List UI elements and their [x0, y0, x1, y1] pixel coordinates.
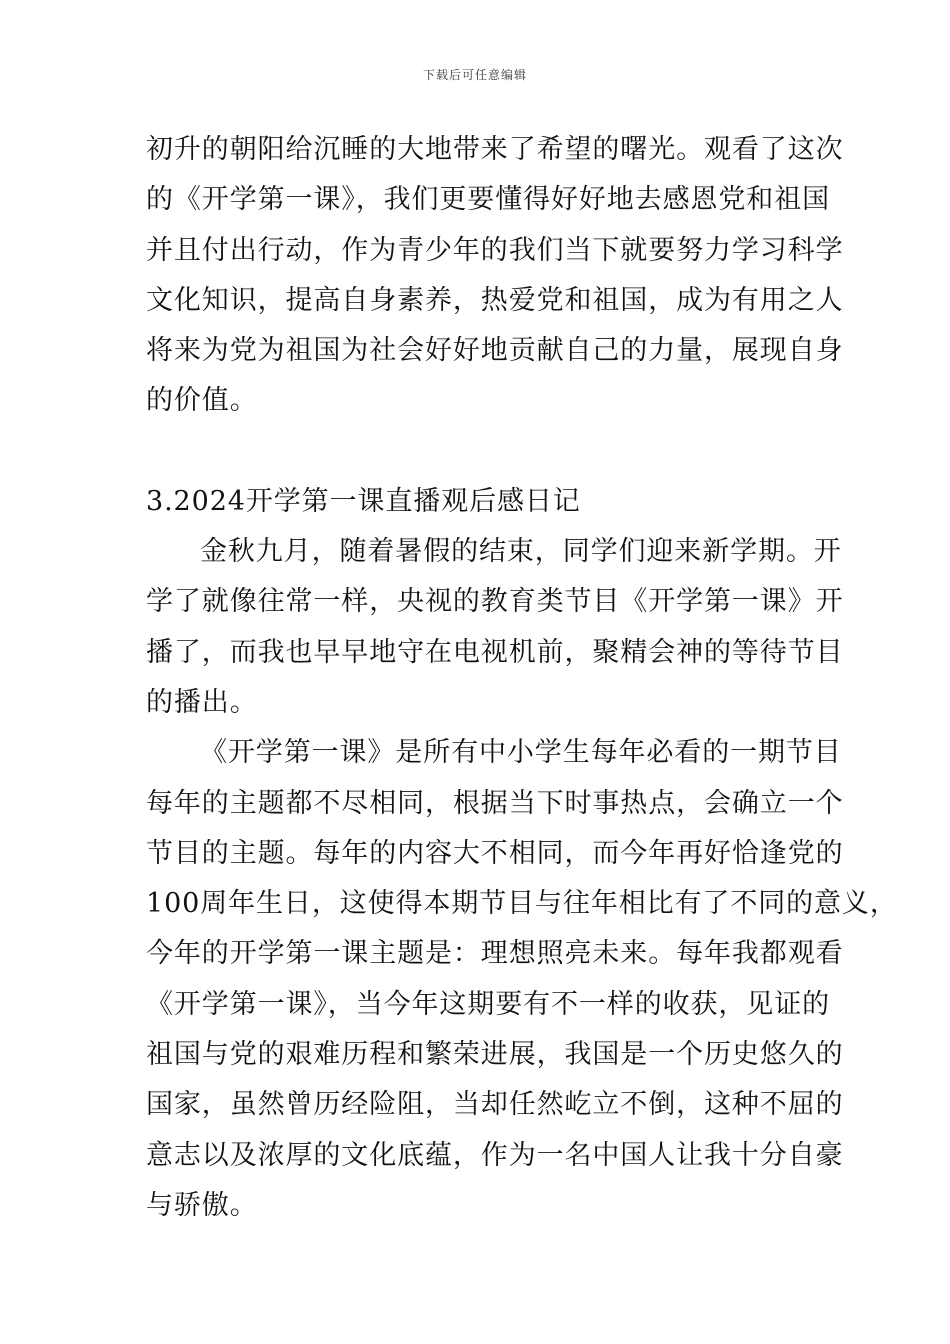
text-line: 的价值。: [146, 385, 258, 417]
text-line: 学了就像往常一样，央视的教育类节目《开学第一课》开: [146, 586, 844, 618]
text-line: 的《开学第一课》，我们更要懂得好好地去感恩党和祖国: [146, 184, 830, 216]
text-line: 每年的主题都不尽相同，根据当下时事热点，会确立一个: [146, 787, 844, 819]
text-line: 将来为党为祖国为社会好好地贡献自己的力量，展现自身: [146, 335, 844, 367]
text-line: 金秋九月，随着暑假的结束，同学们迎来新学期。开: [200, 536, 842, 568]
text-line: 100周年生日，这使得本期节目与往年相比有了不同的意义，: [146, 888, 898, 920]
text-line: 今年的开学第一课主题是：理想照亮未来。每年我都观看: [146, 938, 844, 970]
text-line: 与骄傲。: [146, 1189, 258, 1221]
text-line: 播了，而我也早早地守在电视机前，聚精会神的等待节目: [146, 636, 844, 668]
text-line: 的播出。: [146, 686, 258, 718]
document-body: [146, 125, 898, 1231]
paragraph-3: [146, 728, 898, 1231]
text-line: 《开学第一课》是所有中小学生每年必看的一期节目: [200, 737, 842, 769]
text-line: 《开学第一课》，当今年这期要有不一样的收获，见证的: [146, 988, 830, 1020]
text-line: 意志以及浓厚的文化底蕴，作为一名中国人让我十分自豪: [146, 1139, 844, 1171]
text-line: 并且付出行动，作为青少年的我们当下就要努力学习科学: [146, 234, 844, 266]
text-line: 初升的朝阳给沉睡的大地带来了希望的曙光。观看了这次: [146, 134, 844, 165]
text-line: 文化知识，提高自身素养，热爱党和祖国，成为有用之人: [146, 284, 844, 316]
paragraph-1: [146, 125, 844, 427]
paragraph-spacer: [146, 427, 816, 477]
text-line: 节目的主题。每年的内容大不相同，而今年再好恰逢党的: [146, 837, 844, 869]
text-line: 国家，虽然曾历经险阻，当却任然屹立不倒，这种不屈的: [146, 1089, 844, 1121]
section-heading: 3.2024开学第一课直播观后感日记: [146, 485, 581, 517]
paragraph-2: [146, 527, 844, 728]
page-header: 下载后可任意编辑: [422, 68, 527, 82]
text-line: 祖国与党的艰难历程和繁荣进展，我国是一个历史悠久的: [146, 1039, 844, 1071]
